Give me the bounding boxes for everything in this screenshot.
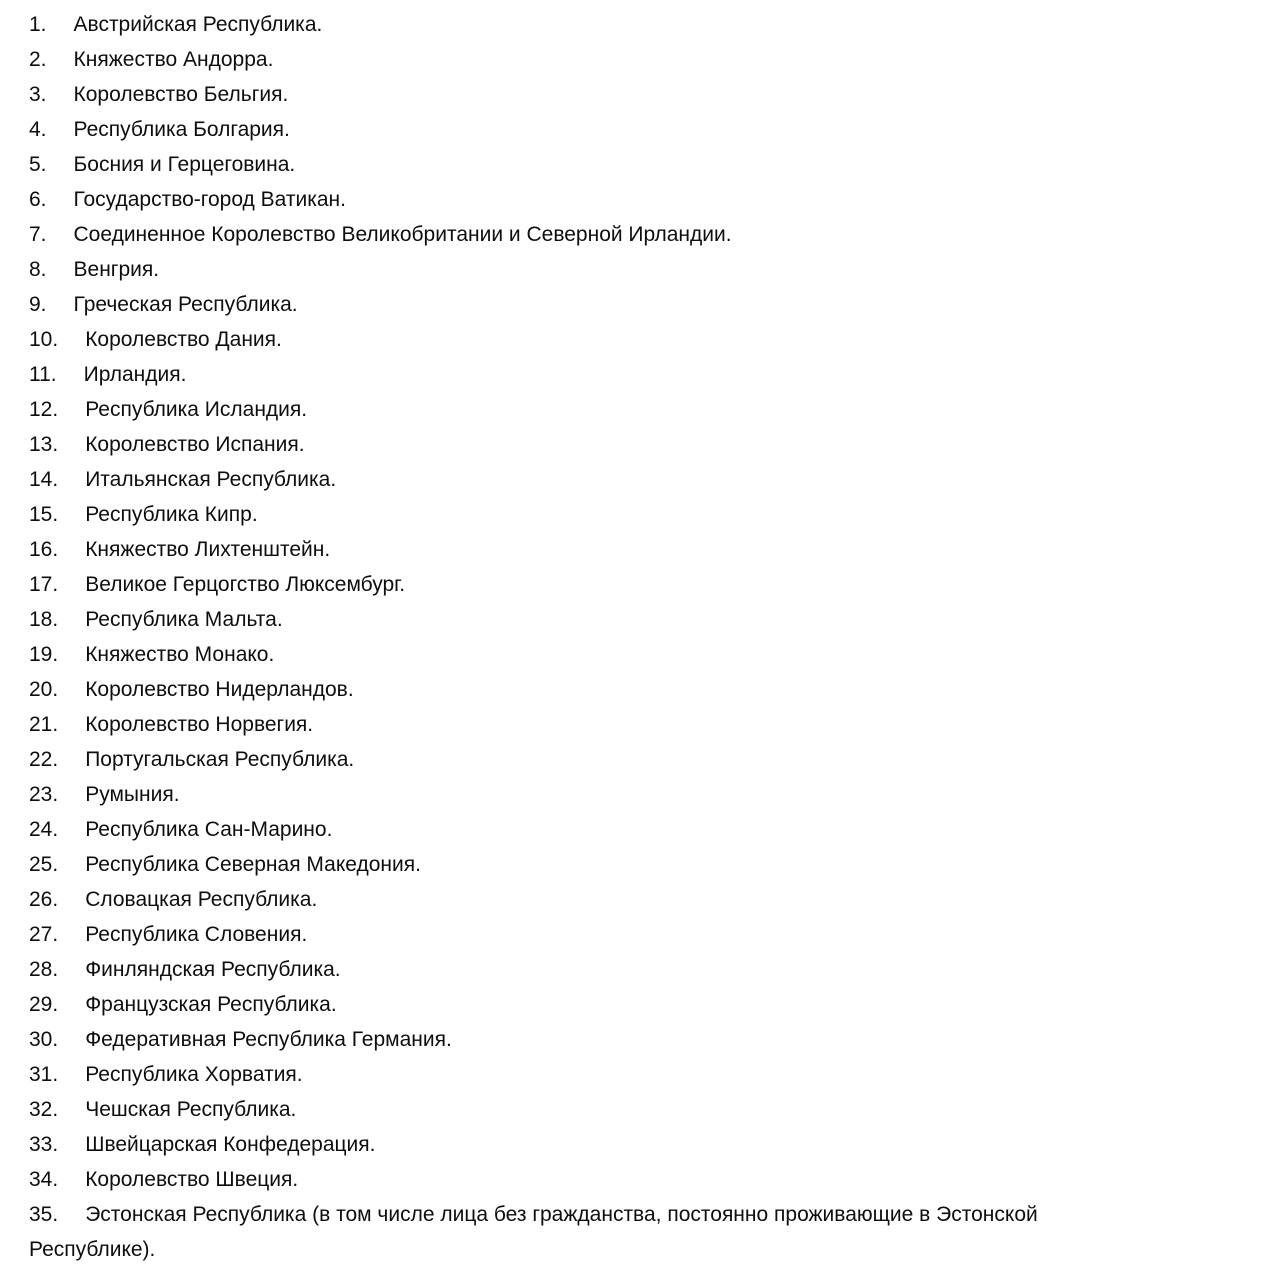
list-item-number: 10. <box>29 328 59 351</box>
list-item-text: Ирландия. <box>83 363 187 386</box>
list-item <box>29 882 1064 917</box>
list-item-number: 19. <box>29 643 59 666</box>
list-item-number: 5. <box>29 153 47 176</box>
list-item-text: Чешская Республика. <box>85 1098 297 1121</box>
list-item-number: 16. <box>29 538 59 561</box>
list-item-text: Королевство Испания. <box>85 433 305 456</box>
list-item-number: 32. <box>29 1098 59 1121</box>
list-item-number: 27. <box>29 923 59 946</box>
list-item <box>29 637 1064 672</box>
list-item-text: Швейцарская Конфедерация. <box>85 1133 376 1156</box>
list-item-number: 9. <box>29 293 47 316</box>
list-item <box>29 42 1064 77</box>
list-item-text: Республика Хорватия. <box>85 1063 303 1086</box>
list-item <box>29 112 1064 147</box>
list-item-number: 33. <box>29 1133 59 1156</box>
list-item-number: 20. <box>29 678 59 701</box>
list-item-text: Эстонская Республика (в том числе лица без гражданства, постоянно проживающие в Эстонской Республике). <box>29 1203 1038 1261</box>
list-item-text: Княжество Андорра. <box>73 48 274 71</box>
list-item <box>29 462 1064 497</box>
list-item <box>29 707 1064 742</box>
list-item-text: Итальянская Республика. <box>85 468 337 491</box>
list-item <box>29 497 1064 532</box>
list-item <box>29 147 1064 182</box>
list-item-text: Республика Словения. <box>85 923 308 946</box>
list-item-text: Королевство Нидерландов. <box>85 678 354 701</box>
list-item-number: 3. <box>29 83 47 106</box>
list-item-text: Румыния. <box>85 783 180 806</box>
list-item <box>29 427 1064 462</box>
list-item-text: Федеративная Республика Германия. <box>85 1028 452 1051</box>
list-item <box>29 77 1064 112</box>
list-item-text: Французская Республика. <box>85 993 337 1016</box>
list-item-number: 17. <box>29 573 59 596</box>
list-item-number: 26. <box>29 888 59 911</box>
list-item <box>29 672 1064 707</box>
list-item-number: 11. <box>29 363 57 386</box>
list-item <box>29 917 1064 952</box>
list-item-text: Республика Сан-Марино. <box>85 818 333 841</box>
list-item-text: Португальская Республика. <box>85 748 355 771</box>
list-item-text: Республика Кипр. <box>85 503 258 526</box>
list-item <box>29 602 1064 637</box>
list-item <box>29 1197 1064 1267</box>
list-item <box>29 532 1064 567</box>
list-item <box>29 742 1064 777</box>
list-item-number: 6. <box>29 188 47 211</box>
list-item <box>29 217 1064 252</box>
list-item-text: Княжество Лихтенштейн. <box>85 538 331 561</box>
list-item-number: 24. <box>29 818 59 841</box>
list-item <box>29 357 1064 392</box>
list-item <box>29 1162 1064 1197</box>
list-item-number: 34. <box>29 1168 59 1191</box>
list-item <box>29 1022 1064 1057</box>
list-item <box>29 567 1064 602</box>
list-item-number: 31. <box>29 1063 59 1086</box>
list-item-number: 28. <box>29 958 59 981</box>
list-item-number: 2. <box>29 48 47 71</box>
list-item <box>29 847 1064 882</box>
list-item-number: 14. <box>29 468 59 491</box>
list-item-text: Финляндская Республика. <box>85 958 341 981</box>
list-item <box>29 287 1064 322</box>
list-item-text: Республика Исландия. <box>85 398 308 421</box>
list-item <box>29 952 1064 987</box>
list-item <box>29 1057 1064 1092</box>
list-item-text: Государство-город Ватикан. <box>73 188 346 211</box>
list-item <box>29 777 1064 812</box>
list-item-text: Королевство Дания. <box>85 328 282 351</box>
list-item-number: 23. <box>29 783 59 806</box>
list-item-number: 18. <box>29 608 59 631</box>
list-item-text: Республика Северная Македония. <box>85 853 421 876</box>
list-item-number: 12. <box>29 398 59 421</box>
list-item <box>29 322 1064 357</box>
list-item-number: 4. <box>29 118 47 141</box>
list-item-number: 7. <box>29 223 47 246</box>
list-item-text: Республика Мальта. <box>85 608 283 631</box>
list-item-number: 22. <box>29 748 59 771</box>
list-item-number: 21. <box>29 713 59 736</box>
list-item-number: 29. <box>29 993 59 1016</box>
list-item-text: Словацкая Республика. <box>85 888 318 911</box>
list-item-number: 35. <box>29 1203 59 1226</box>
list-item-number: 25. <box>29 853 59 876</box>
list-item-text: Босния и Герцеговина. <box>73 153 296 176</box>
list-item-text: Венгрия. <box>73 258 160 281</box>
list-item <box>29 1092 1064 1127</box>
list-item-text: Республика Болгария. <box>73 118 290 141</box>
list-item-text: Королевство Норвегия. <box>85 713 314 736</box>
list-item-number: 30. <box>29 1028 59 1051</box>
list-item <box>29 182 1064 217</box>
list-item <box>29 812 1064 847</box>
list-item-text: Австрийская Республика. <box>73 13 323 36</box>
list-item-text: Великое Герцогство Люксембург. <box>85 573 406 596</box>
list-item <box>29 1127 1064 1162</box>
list-item-text: Королевство Бельгия. <box>73 83 289 106</box>
list-item-text: Княжество Монако. <box>85 643 275 666</box>
list-item <box>29 252 1064 287</box>
list-item-text: Королевство Швеция. <box>85 1168 299 1191</box>
list-item-number: 13. <box>29 433 59 456</box>
list-item <box>29 7 1064 42</box>
list-item-number: 8. <box>29 258 47 281</box>
list-item <box>29 987 1064 1022</box>
list-item-number: 15. <box>29 503 59 526</box>
list-item-number: 1. <box>29 13 47 36</box>
list-item-text: Соединенное Королевство Великобритании и Северной Ирландии. <box>73 223 732 246</box>
list-item <box>29 392 1064 427</box>
list-item-text: Греческая Республика. <box>73 293 298 316</box>
